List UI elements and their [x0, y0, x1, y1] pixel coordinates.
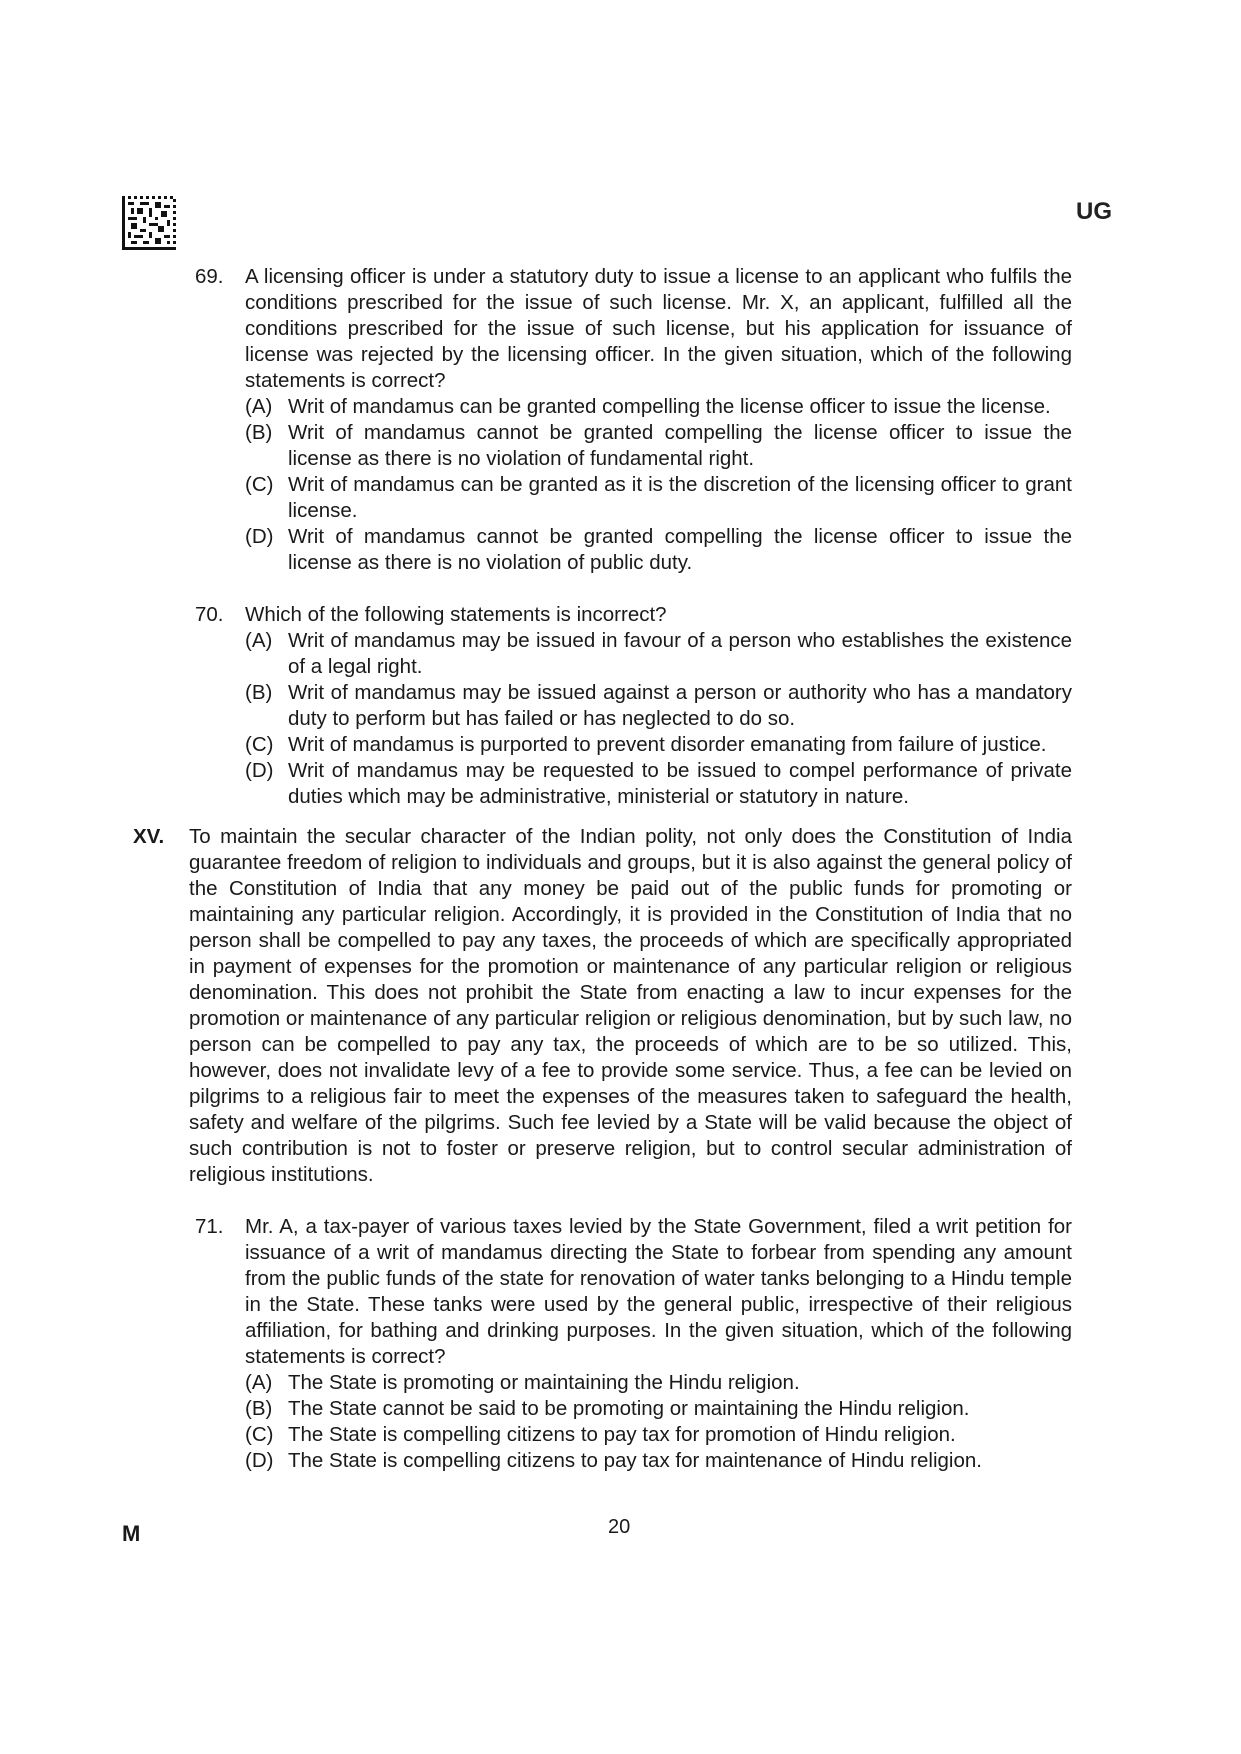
- option-label: (B): [245, 421, 273, 444]
- option-d: [245, 1448, 1072, 1474]
- question-number: 70.: [195, 603, 224, 626]
- option-label: (D): [245, 1449, 274, 1472]
- option-label: (C): [245, 733, 274, 756]
- question-number: 69.: [195, 265, 224, 288]
- option-text: Writ of mandamus can be granted compelling the license officer to issue the license.: [288, 395, 1051, 418]
- option-text: The State is compelling citizens to pay tax for promotion of Hindu religion.: [288, 1423, 956, 1446]
- option-text: Writ of mandamus may be requested to be issued to compel performance of private duties which may be administrative, ministerial or statutory in nature.: [288, 759, 1072, 808]
- option-text: The State is compelling citizens to pay tax for maintenance of Hindu religion.: [288, 1449, 982, 1472]
- option-label: (B): [245, 1397, 273, 1420]
- option-c: [245, 1422, 1072, 1448]
- option-list: [245, 1370, 1072, 1474]
- option-a: [245, 394, 1072, 420]
- question-number: 71.: [195, 1215, 224, 1238]
- option-c: [245, 472, 1072, 524]
- question-text: Mr. A, a tax-payer of various taxes levied by the State Government, filed a writ petition for issuance of a writ of mandamus directing the State to forbear from spending any amount from the public funds of the state for renovation of water tanks belonging to a Hindu temple in the State. These tanks were used by the general public, irrespective of their religious affiliation, for bathing and drinking purposes. In the given situation, which of the following statements is correct?: [245, 1215, 1072, 1368]
- question-text: Which of the following statements is incorrect?: [245, 603, 667, 626]
- option-b: [245, 1396, 1072, 1422]
- option-text: Writ of mandamus is purported to prevent disorder emanating from failure of justice.: [288, 733, 1047, 756]
- question-71: [128, 1214, 1072, 1474]
- option-label: (A): [245, 629, 273, 652]
- option-label: (C): [245, 1423, 274, 1446]
- option-label: (A): [245, 395, 273, 418]
- option-d: [245, 524, 1072, 576]
- option-text: The State cannot be said to be promoting or maintaining the Hindu religion.: [288, 1397, 970, 1420]
- option-list: [245, 628, 1072, 810]
- series-code: M: [122, 1521, 141, 1546]
- datamatrix-code-icon: [122, 196, 176, 250]
- option-d: [245, 758, 1072, 810]
- question-69: [128, 264, 1072, 576]
- passage-xv: [128, 824, 1072, 1188]
- option-text: Writ of mandamus cannot be granted compelling the license officer to issue the license as there is no violation of fundamental right.: [288, 421, 1072, 470]
- option-text: The State is promoting or maintaining the Hindu religion.: [288, 1371, 800, 1394]
- option-label: (A): [245, 1371, 273, 1394]
- option-a: [245, 628, 1072, 680]
- option-text: Writ of mandamus may be issued in favour of a person who establishes the existence of a legal right.: [288, 629, 1072, 678]
- option-list: [245, 394, 1072, 576]
- option-b: [245, 420, 1072, 472]
- option-a: [245, 1370, 1072, 1396]
- option-text: Writ of mandamus can be granted as it is the discretion of the licensing officer to grant license.: [288, 473, 1072, 522]
- option-label: (C): [245, 473, 274, 496]
- option-c: [245, 732, 1072, 758]
- option-label: (D): [245, 525, 274, 548]
- option-text: Writ of mandamus may be issued against a person or authority who has a mandatory duty to perform but has failed or has neglected to do so.: [288, 681, 1072, 730]
- option-label: (D): [245, 759, 274, 782]
- paper-code: UG: [1076, 198, 1112, 225]
- question-text: A licensing officer is under a statutory duty to issue a license to an applicant who fulfils the conditions prescribed for the issue of such license. Mr. X, an applicant, fulfilled all the conditions prescribed for the issue of such license, but his application for issuance of license was rejected by the licensing officer. In the given situation, which of the following statements is correct?: [245, 265, 1072, 392]
- page-number: 20: [608, 1516, 631, 1538]
- question-70: [128, 602, 1072, 810]
- page-content: [128, 264, 1072, 1474]
- option-label: (B): [245, 681, 273, 704]
- passage-number: XV.: [133, 825, 165, 848]
- passage-text: To maintain the secular character of the Indian polity, not only does the Constitution of India guarantee freedom of religion to individuals and groups, but it is also against the general policy of the Constitution of India that any money be paid out of the public funds for promoting or maintaining any particular religion. Accordingly, it is provided in the Constitution of India that no person shall be compelled to pay any taxes, the proceeds of which are specifically appropriated in payment of expenses for the promotion or maintenance of any particular religion or religious denomination. This does not prohibit the State from enacting a law to incur expenses for the promotion or maintenance of any particular religion or religious denomination, but by such law, no person can be compelled to pay any tax, the proceeds of which are to be so utilized. This, however, does not invalidate levy of a fee to provide some service. Thus, a fee can be levied on pilgrims to a religious fair to meet the expenses of the measures taken to safeguard the health, safety and welfare of the pilgrims. Such fee levied by a State will be valid because the object of such contribution is not to foster or preserve religion, but to control secular administration of religious institutions.: [189, 825, 1072, 1186]
- option-b: [245, 680, 1072, 732]
- option-text: Writ of mandamus cannot be granted compelling the license officer to issue the license as there is no violation of public duty.: [288, 525, 1072, 574]
